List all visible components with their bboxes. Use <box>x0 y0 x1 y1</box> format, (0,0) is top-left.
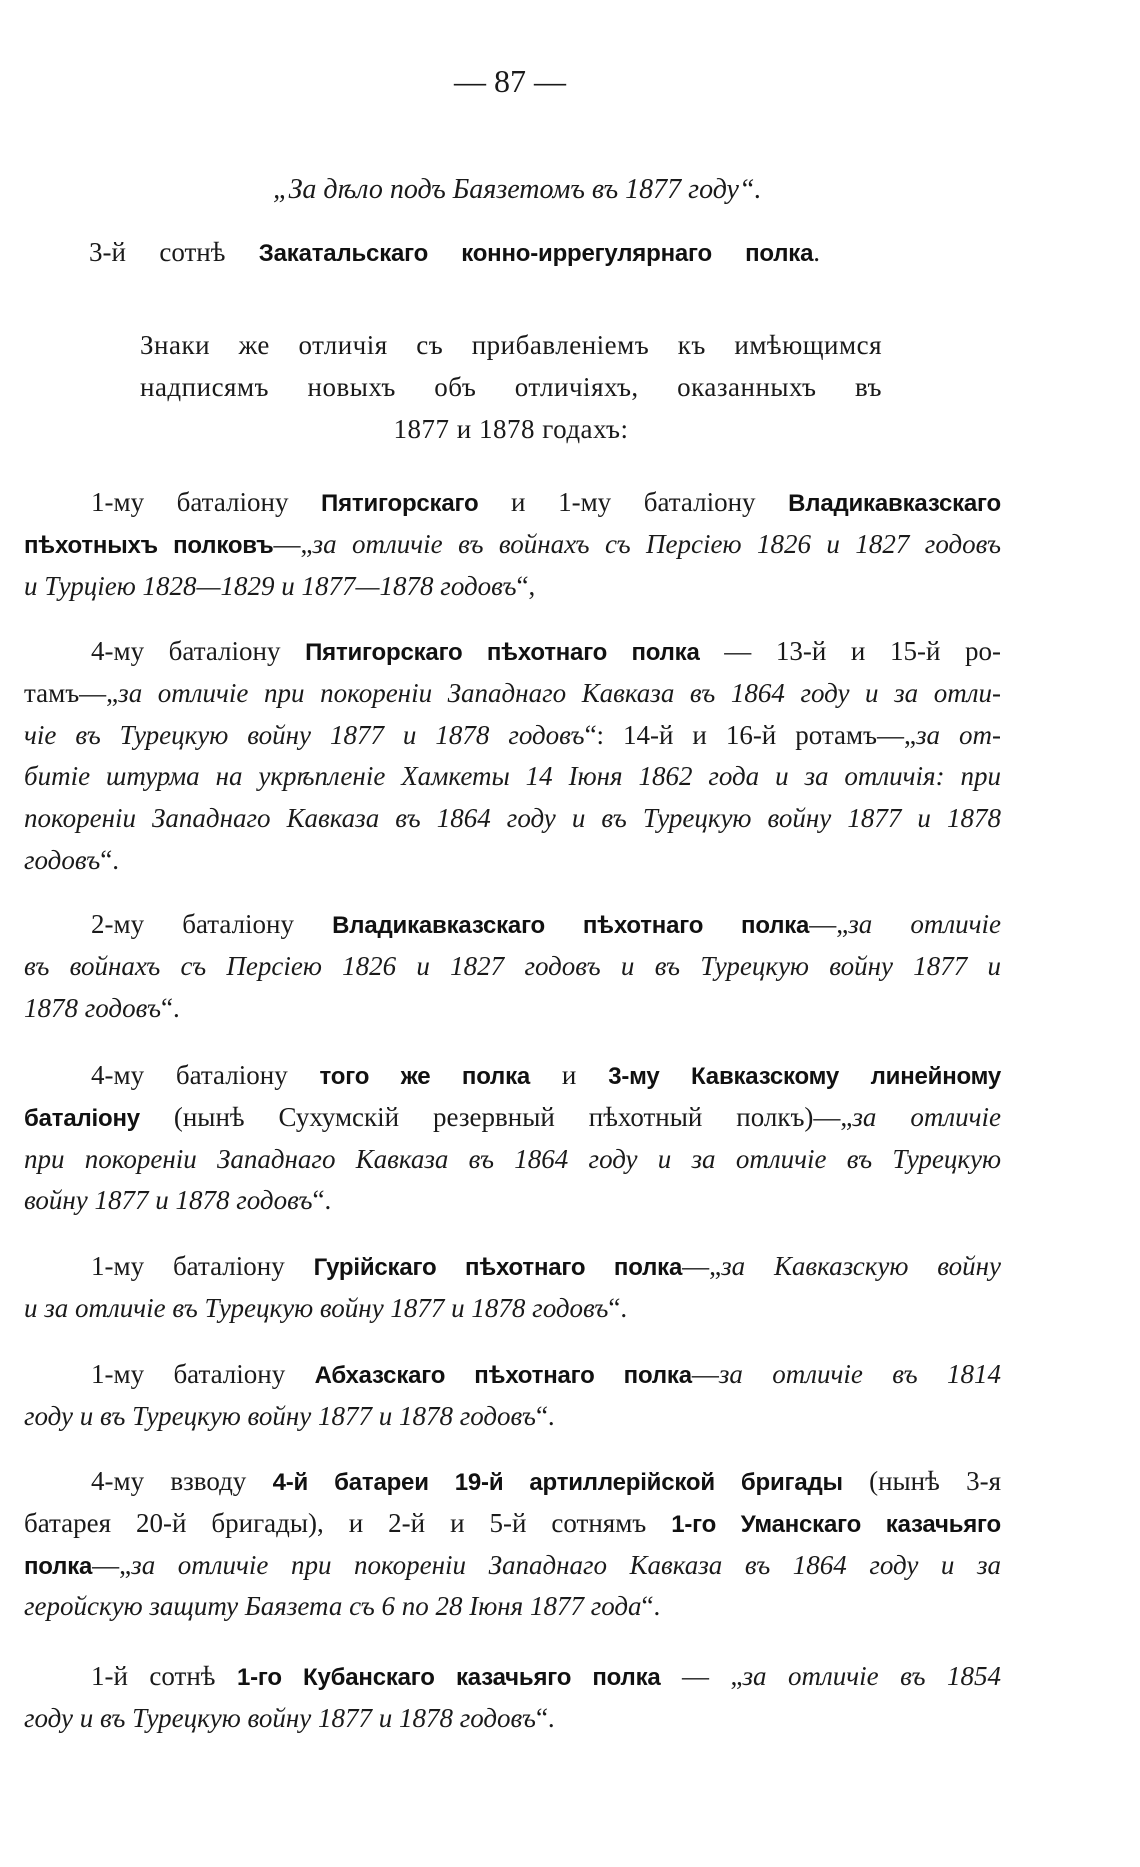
body-text: —„ <box>273 528 313 559</box>
text-line <box>24 1354 1001 1396</box>
intro-paragraph <box>140 325 882 450</box>
award-inscription: за отличіе <box>852 1101 1001 1132</box>
body-text: “. <box>535 1702 555 1733</box>
unit-name: полка <box>24 1552 93 1580</box>
text-line <box>24 631 1001 673</box>
unit-name: Закатальскаго конно-иррегулярнаго полка <box>258 240 814 267</box>
body-text: “. <box>535 1400 555 1431</box>
body-text: “: 14-й и 16-й ротамъ—„ <box>584 719 917 750</box>
unit-name: Гурійскаго пѣхотнаго полка <box>313 1254 683 1281</box>
award-inscription: за отличіе въ 1814 <box>718 1359 1001 1389</box>
body-text: . <box>813 237 820 267</box>
award-inscription: за отличіе <box>848 909 1001 939</box>
text-line <box>24 946 1001 988</box>
text-line <box>24 1586 1001 1628</box>
text-line <box>140 409 882 451</box>
unit-name: пѣхотныхъ полковъ <box>24 531 274 559</box>
unit-name: Владикавказскаго <box>788 490 1001 517</box>
body-text: “. <box>100 844 119 875</box>
recipient-line <box>89 232 820 274</box>
body-text: —„ <box>682 1251 722 1281</box>
text-line <box>140 325 882 367</box>
unit-name: Абхазскаго пѣхотнаго полка <box>314 1362 692 1389</box>
body-text: — 13-й и 15-й ро- <box>699 636 1002 666</box>
body-text: и <box>530 1060 609 1090</box>
award-inscription: геройскую защиту Баязета съ 6 по 28 Іюня 1877 года <box>24 1591 642 1622</box>
body-text: “. <box>641 1591 661 1622</box>
unit-name: Пятигорскаго <box>321 490 479 517</box>
body-text: и 1-му баталіону <box>478 487 789 517</box>
unit-name: Владикавказскаго пѣхотнаго полка <box>332 912 810 939</box>
award-inscription: 1878 годовъ <box>24 992 161 1023</box>
body-text: 4-му баталіону <box>91 1060 320 1090</box>
award-inscription: годовъ <box>24 844 101 875</box>
award-inscription: битіе штурма на укрѣпленіе Хамкеты 14 Іюня 1862 года и за отличія: при <box>24 761 1001 792</box>
text-line <box>24 1461 1001 1503</box>
text-line <box>24 1180 1001 1222</box>
text-line <box>24 1139 1001 1181</box>
award-inscription: войну 1877 и 1878 годовъ <box>24 1185 313 1216</box>
body-text: 4-му баталіону <box>91 636 306 666</box>
text-line <box>24 566 1001 608</box>
unit-name: 1-го Уманскаго казачьяго <box>671 1510 1002 1538</box>
entry-paragraph <box>24 904 1001 1029</box>
text-line <box>24 1246 1001 1288</box>
body-text: (нынѣ Сухумскій резервный пѣхотный полкъ)—„ <box>139 1101 853 1132</box>
body-text: — „ <box>660 1661 743 1691</box>
text-line <box>24 1503 1001 1545</box>
body-text: 4-му взводу <box>91 1466 273 1496</box>
body-text: 1-му баталіону <box>91 487 322 517</box>
body-text: надписямъ новыхъ объ отличіяхъ, оказанныхъ въ <box>140 371 882 402</box>
text-line <box>24 904 1001 946</box>
award-inscription: за отличіе при покореніи Западнаго Кавказа въ 1864 году и за отли- <box>118 677 1001 708</box>
unit-name: баталіону <box>24 1104 140 1132</box>
unit-name: 4-й батареи 19-й артиллерійской бригады <box>272 1469 843 1496</box>
body-text: батарея 20-й бригады), и 2-й и 5-й сотнямъ <box>24 1507 672 1538</box>
text-line <box>24 1097 1001 1139</box>
text-line <box>24 756 1001 798</box>
award-inscription: въ войнахъ съ Персіею 1826 и 1827 годовъ и въ Турецкую войну 1877 и <box>24 950 1001 981</box>
entry-paragraph <box>24 1354 1001 1438</box>
unit-name: 3-му Кавказскому линейному <box>608 1063 1002 1090</box>
award-inscription: за от- <box>916 719 1001 750</box>
entry-paragraph <box>24 1461 1001 1628</box>
body-text: “. <box>160 992 180 1023</box>
page-number: — 87 — <box>454 63 566 99</box>
award-inscription: за Кавказскую войну <box>721 1251 1002 1281</box>
body-text: 1877 и 1878 годахъ: <box>393 413 629 444</box>
award-inscription: за отличіе въ войнахъ съ Персіею 1826 и 1827 годовъ <box>312 528 1002 559</box>
text-line <box>24 1545 1001 1587</box>
award-heading <box>273 169 790 211</box>
body-text: “. <box>608 1292 628 1323</box>
body-text: Знаки же отличія съ прибавленіемъ къ имѣющимся <box>140 330 882 360</box>
entry-paragraph <box>24 631 1001 882</box>
text-line <box>24 840 1001 882</box>
award-inscription: году и въ Турецкую войну 1877 и 1878 годовъ <box>24 1400 536 1431</box>
text-line <box>24 1055 1001 1097</box>
body-text: —„ <box>809 909 849 939</box>
unit-name: 1-го Кубанскаго казачьяго полка <box>236 1664 661 1691</box>
text-line <box>24 673 1001 715</box>
unit-name: Пятигорскаго пѣхотнаго полка <box>305 639 700 666</box>
body-text: 1-й сотнѣ <box>91 1661 237 1691</box>
body-text: 2-му баталіону <box>91 909 333 939</box>
text-line <box>24 1656 1001 1698</box>
award-inscription: за отличіе при покореніи Западнаго Кавказа въ 1864 году и за <box>131 1549 1001 1580</box>
body-text: 3-й сотнѣ <box>89 237 259 267</box>
award-inscription: году и въ Турецкую войну 1877 и 1878 годовъ <box>24 1702 536 1733</box>
text-line <box>24 798 1001 840</box>
body-text: 1-му баталіону <box>91 1251 314 1281</box>
award-inscription: и за отличіе въ Турецкую войну 1877 и 1878 годовъ <box>24 1292 609 1323</box>
text-line <box>24 482 1001 524</box>
body-text: 1-му баталіону <box>91 1359 315 1389</box>
text-line <box>24 1698 1001 1740</box>
award-inscription: покореніи Западнаго Кавказа въ 1864 году и въ Турецкую войну 1877 и 1878 <box>24 803 1001 834</box>
text-line <box>24 1288 1001 1330</box>
text-line <box>24 715 1001 757</box>
body-text: “, <box>516 570 536 601</box>
award-inscription: за отличіе въ 1854 <box>742 1661 1002 1691</box>
entry-paragraph <box>24 1246 1001 1330</box>
unit-name: того же полка <box>319 1063 531 1090</box>
body-text: (нынѣ 3-я <box>842 1466 1001 1496</box>
body-text: —„ <box>92 1549 132 1580</box>
entry-paragraph <box>24 482 1001 607</box>
text-line <box>24 1396 1001 1438</box>
award-inscription: при покореніи Западнаго Кавказа въ 1864 году и за отличіе въ Турецкую <box>24 1143 1001 1174</box>
body-text: “. <box>312 1185 332 1216</box>
entry-paragraph <box>24 1055 1001 1222</box>
award-inscription: чіе въ Турецкую войну 1877 и 1878 годовъ <box>24 719 585 750</box>
body-text: тамъ—„ <box>24 677 119 708</box>
text-line <box>140 367 882 409</box>
text-line <box>24 988 1001 1030</box>
body-text: — <box>691 1359 719 1389</box>
entry-paragraph <box>24 1656 1001 1740</box>
award-inscription: „За дѣло подъ Баязетомъ въ 1877 году“. <box>273 174 762 205</box>
text-line <box>24 524 1001 566</box>
award-inscription: и Турціею 1828—1829 и 1877—1878 годовъ <box>24 570 517 601</box>
